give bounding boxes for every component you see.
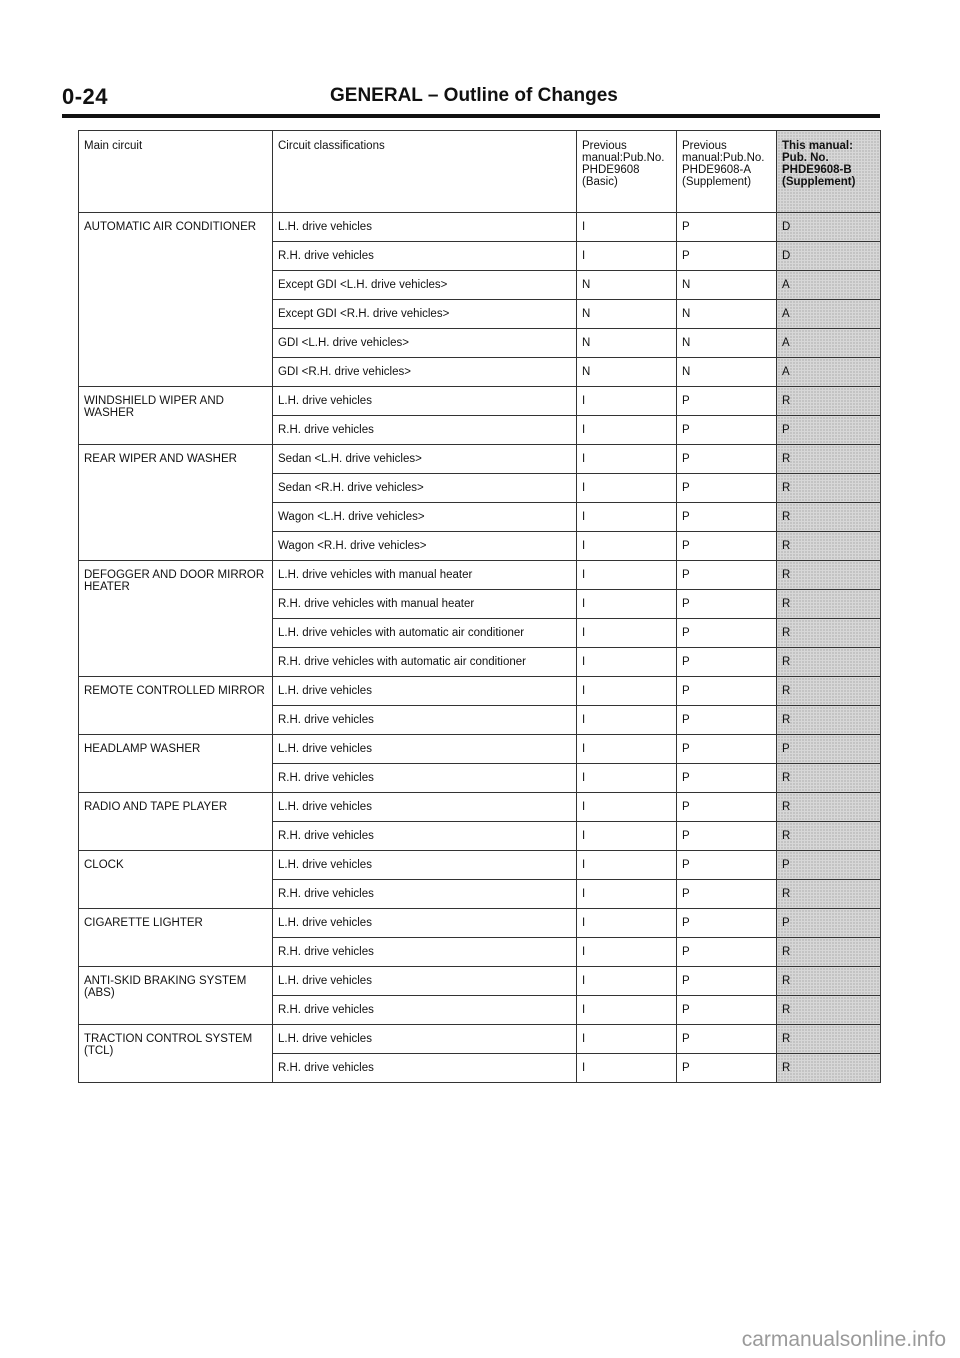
basic-manual-code-cell: I <box>577 1054 677 1083</box>
supplement-a-code-cell: P <box>677 938 777 967</box>
circuit-classification-cell: R.H. drive vehicles <box>273 880 577 909</box>
basic-manual-code-cell: I <box>577 387 677 416</box>
circuit-classification-cell: Except GDI <R.H. drive vehicles> <box>273 300 577 329</box>
table-row <box>79 909 881 938</box>
this-manual-code-cell: R <box>777 880 881 909</box>
page-number: 0-24 <box>62 84 109 109</box>
this-manual-code-cell: R <box>777 561 881 590</box>
circuit-classification-cell: R.H. drive vehicles with manual heater <box>273 590 577 619</box>
basic-manual-code-cell: I <box>577 909 677 938</box>
this-manual-code-cell: D <box>777 213 881 242</box>
circuit-classification-cell: R.H. drive vehicles with automatic air conditioner <box>273 648 577 677</box>
supplement-a-code-cell: P <box>677 1025 777 1054</box>
this-manual-code-cell: R <box>777 1054 881 1083</box>
main-circuit-cell: CIGARETTE LIGHTER <box>79 909 273 967</box>
basic-manual-code-cell: I <box>577 851 677 880</box>
main-circuit-cell: TRACTION CONTROL SYSTEM (TCL) <box>79 1025 273 1083</box>
main-circuit-cell: RADIO AND TAPE PLAYER <box>79 793 273 851</box>
supplement-a-code-cell: P <box>677 706 777 735</box>
main-circuit-cell: WINDSHIELD WIPER AND WASHER <box>79 387 273 445</box>
page-title: GENERAL – Outline of Changes <box>330 85 618 106</box>
this-manual-code-cell: R <box>777 503 881 532</box>
supplement-a-code-cell: P <box>677 416 777 445</box>
supplement-a-code-cell: P <box>677 677 777 706</box>
main-circuit-cell: HEADLAMP WASHER <box>79 735 273 793</box>
basic-manual-code-cell: N <box>577 271 677 300</box>
basic-manual-code-cell: I <box>577 706 677 735</box>
circuit-classification-cell: L.H. drive vehicles <box>273 387 577 416</box>
table-row <box>79 735 881 764</box>
table-header-row <box>79 131 881 213</box>
circuit-classification-cell: Wagon <L.H. drive vehicles> <box>273 503 577 532</box>
this-manual-code-cell: R <box>777 648 881 677</box>
basic-manual-code-cell: I <box>577 735 677 764</box>
this-manual-code-cell: R <box>777 706 881 735</box>
basic-manual-code-cell: I <box>577 590 677 619</box>
table-row <box>79 1025 881 1054</box>
supplement-a-code-cell: P <box>677 735 777 764</box>
circuit-classification-cell: Sedan <L.H. drive vehicles> <box>273 445 577 474</box>
circuit-classification-cell: R.H. drive vehicles <box>273 938 577 967</box>
basic-manual-code-cell: N <box>577 329 677 358</box>
basic-manual-code-cell: N <box>577 300 677 329</box>
supplement-a-code-cell: P <box>677 619 777 648</box>
column-header-this-manual: This manual: Pub. No. PHDE9608-B (Supplement) <box>777 131 881 213</box>
main-circuit-cell: REAR WIPER AND WASHER <box>79 445 273 561</box>
table-row <box>79 851 881 880</box>
circuit-classification-cell: R.H. drive vehicles <box>273 706 577 735</box>
supplement-a-code-cell: P <box>677 1054 777 1083</box>
circuit-classification-cell: L.H. drive vehicles <box>273 1025 577 1054</box>
basic-manual-code-cell: I <box>577 793 677 822</box>
circuit-classification-cell: L.H. drive vehicles <box>273 677 577 706</box>
circuit-classification-cell: GDI <L.H. drive vehicles> <box>273 329 577 358</box>
supplement-a-code-cell: P <box>677 387 777 416</box>
supplement-a-code-cell: P <box>677 851 777 880</box>
circuit-classification-cell: L.H. drive vehicles <box>273 793 577 822</box>
circuit-classification-cell: L.H. drive vehicles <box>273 909 577 938</box>
circuit-classification-cell: Sedan <R.H. drive vehicles> <box>273 474 577 503</box>
basic-manual-code-cell: I <box>577 677 677 706</box>
supplement-a-code-cell: P <box>677 590 777 619</box>
main-circuit-cell: ANTI-SKID BRAKING SYSTEM (ABS) <box>79 967 273 1025</box>
supplement-a-code-cell: P <box>677 532 777 561</box>
supplement-a-code-cell: P <box>677 474 777 503</box>
circuit-classification-cell: R.H. drive vehicles <box>273 996 577 1025</box>
supplement-a-code-cell: P <box>677 503 777 532</box>
basic-manual-code-cell: I <box>577 880 677 909</box>
this-manual-code-cell: R <box>777 1025 881 1054</box>
basic-manual-code-cell: I <box>577 474 677 503</box>
this-manual-code-cell: R <box>777 532 881 561</box>
table-row <box>79 561 881 590</box>
this-manual-code-cell: R <box>777 677 881 706</box>
circuit-classification-cell: R.H. drive vehicles <box>273 764 577 793</box>
table-row <box>79 387 881 416</box>
this-manual-code-cell: R <box>777 619 881 648</box>
this-manual-code-cell: P <box>777 851 881 880</box>
this-manual-code-cell: R <box>777 590 881 619</box>
this-manual-code-cell: A <box>777 271 881 300</box>
main-circuit-cell: DEFOGGER AND DOOR MIRROR HEATER <box>79 561 273 677</box>
basic-manual-code-cell: I <box>577 967 677 996</box>
page-header <box>62 82 880 116</box>
table-row <box>79 677 881 706</box>
column-header: Previous manual:Pub.No. PHDE9608-A (Supplement) <box>677 131 777 213</box>
watermark: carmanualsonline.info <box>741 1328 946 1351</box>
supplement-a-code-cell: N <box>677 329 777 358</box>
supplement-a-code-cell: P <box>677 996 777 1025</box>
table-row <box>79 967 881 996</box>
circuit-classification-cell: R.H. drive vehicles <box>273 416 577 445</box>
this-manual-code-cell: A <box>777 300 881 329</box>
this-manual-code-cell: R <box>777 793 881 822</box>
column-header: Previous manual:Pub.No. PHDE9608 (Basic) <box>577 131 677 213</box>
this-manual-code-cell: R <box>777 996 881 1025</box>
basic-manual-code-cell: I <box>577 822 677 851</box>
circuit-classification-cell: GDI <R.H. drive vehicles> <box>273 358 577 387</box>
main-circuit-cell: REMOTE CONTROLLED MIRROR <box>79 677 273 735</box>
basic-manual-code-cell: N <box>577 358 677 387</box>
basic-manual-code-cell: I <box>577 532 677 561</box>
supplement-a-code-cell: P <box>677 445 777 474</box>
supplement-a-code-cell: N <box>677 358 777 387</box>
main-circuit-cell: AUTOMATIC AIR CONDITIONER <box>79 213 273 387</box>
this-manual-code-cell: P <box>777 909 881 938</box>
this-manual-code-cell: P <box>777 735 881 764</box>
this-manual-code-cell: R <box>777 938 881 967</box>
supplement-a-code-cell: P <box>677 242 777 271</box>
supplement-a-code-cell: P <box>677 764 777 793</box>
basic-manual-code-cell: I <box>577 445 677 474</box>
basic-manual-code-cell: I <box>577 938 677 967</box>
circuit-classification-cell: L.H. drive vehicles with manual heater <box>273 561 577 590</box>
basic-manual-code-cell: I <box>577 764 677 793</box>
circuit-classification-cell: R.H. drive vehicles <box>273 242 577 271</box>
circuit-classification-cell: L.H. drive vehicles <box>273 735 577 764</box>
column-header: Main circuit <box>79 131 273 213</box>
basic-manual-code-cell: I <box>577 619 677 648</box>
circuit-classification-cell: Wagon <R.H. drive vehicles> <box>273 532 577 561</box>
supplement-a-code-cell: P <box>677 793 777 822</box>
circuit-classification-cell: L.H. drive vehicles <box>273 851 577 880</box>
basic-manual-code-cell: I <box>577 503 677 532</box>
column-header: Circuit classifications <box>273 131 577 213</box>
this-manual-code-cell: R <box>777 822 881 851</box>
supplement-a-code-cell: P <box>677 909 777 938</box>
circuit-classification-cell: L.H. drive vehicles <box>273 213 577 242</box>
supplement-a-code-cell: P <box>677 648 777 677</box>
supplement-a-code-cell: P <box>677 880 777 909</box>
this-manual-code-cell: P <box>777 416 881 445</box>
this-manual-code-cell: R <box>777 967 881 996</box>
supplement-a-code-cell: P <box>677 822 777 851</box>
basic-manual-code-cell: I <box>577 416 677 445</box>
basic-manual-code-cell: I <box>577 242 677 271</box>
table-row <box>79 445 881 474</box>
circuit-classification-cell: L.H. drive vehicles <box>273 967 577 996</box>
circuit-classification-cell: R.H. drive vehicles <box>273 822 577 851</box>
table-body <box>79 213 881 1083</box>
this-manual-code-cell: A <box>777 358 881 387</box>
supplement-a-code-cell: P <box>677 967 777 996</box>
circuit-classification-cell: L.H. drive vehicles with automatic air conditioner <box>273 619 577 648</box>
header-rule <box>62 114 880 118</box>
supplement-a-code-cell: N <box>677 300 777 329</box>
basic-manual-code-cell: I <box>577 1025 677 1054</box>
basic-manual-code-cell: I <box>577 648 677 677</box>
this-manual-code-cell: D <box>777 242 881 271</box>
basic-manual-code-cell: I <box>577 561 677 590</box>
this-manual-code-cell: R <box>777 445 881 474</box>
supplement-a-code-cell: N <box>677 271 777 300</box>
supplement-a-code-cell: P <box>677 561 777 590</box>
circuit-classification-cell: Except GDI <L.H. drive vehicles> <box>273 271 577 300</box>
table-row <box>79 793 881 822</box>
basic-manual-code-cell: I <box>577 996 677 1025</box>
this-manual-code-cell: A <box>777 329 881 358</box>
supplement-a-code-cell: P <box>677 213 777 242</box>
this-manual-code-cell: R <box>777 387 881 416</box>
basic-manual-code-cell: I <box>577 213 677 242</box>
circuit-classification-cell: R.H. drive vehicles <box>273 1054 577 1083</box>
main-circuit-cell: CLOCK <box>79 851 273 909</box>
this-manual-code-cell: R <box>777 474 881 503</box>
table-row <box>79 213 881 242</box>
this-manual-code-cell: R <box>777 764 881 793</box>
outline-of-changes-table <box>78 130 881 1083</box>
